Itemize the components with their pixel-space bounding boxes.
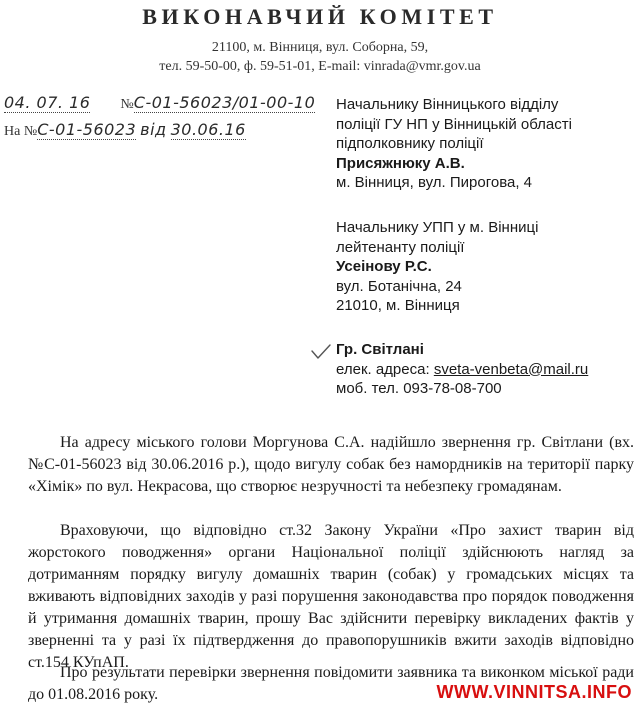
letterhead-contacts: тел. 59-50-00, ф. 59-51-01, E-mail: vinrada@vmr.gov.ua xyxy=(159,59,481,74)
in-reply-label: На № xyxy=(4,124,38,139)
body-paragraph-2: Враховуючи, що відповідно ст.32 Закону України «Про захист тварин від жорстокого поводження» органи Національної поліції здійснюють нагляд за дотриманням порядку вигулу домашніх тварин (собак) у громадських місцях та вживають відповідних заходів у разі порушення законодавства про порядок поводження й утримання домашніх тварин, прошу Вас здійснити перевірку викладених фактів у зверненні та у разі їх підтвердження до правопорушників вжити заходів відповідно ст.154 КУпАП. xyxy=(28,522,634,671)
number-label: № xyxy=(120,97,134,112)
recipient-address: 21010, м. Вінниця xyxy=(336,297,460,314)
recipient-line: Начальнику Вінницького відділу xyxy=(336,96,559,113)
site-watermark: WWW.VINNITSA.INFO xyxy=(436,682,632,702)
recipient-address: вул. Ботанічна, 24 xyxy=(336,277,462,295)
email-link[interactable]: sveta-venbeta@mail.ru xyxy=(433,360,589,378)
recipient-patrol-police xyxy=(336,218,538,316)
body-paragraph-1: На адресу міського голови Моргунова С.А. надійшло звернення гр. Світлани (вх. №С-01-56023 від 30.06.2016 р.), щодо вигулу собак без намордників на території парку «Хімік» по вул. Некрасова, що створює незручності та небезпеку громадянам. xyxy=(28,434,634,495)
from-date: 30.06.16 xyxy=(170,120,246,139)
recipient-police-department xyxy=(336,95,572,193)
checkmark-icon xyxy=(310,343,332,361)
in-reply-number: С-01-56023 xyxy=(37,120,137,139)
recipient-line: підполковнику поліції xyxy=(336,135,484,152)
recipient-name: Присяжнюку А.В. xyxy=(336,154,465,172)
letter-date: 04. 07. 16 xyxy=(4,93,91,112)
from-label: від xyxy=(140,120,167,139)
email-label: елек. адреса: xyxy=(336,360,430,378)
recipient-name: Гр. Світлані xyxy=(336,341,424,358)
recipient-line: поліції ГУ НП у Вінницькій області xyxy=(336,115,572,133)
letterhead-address: 21100, м. Вінниця, вул. Соборна, 59, xyxy=(211,40,429,55)
body-paragraph-3: Про результати перевірки звернення повідомити заявника та виконком міської ради до 01.08.2016 року. xyxy=(28,664,634,703)
outgoing-reference xyxy=(4,93,315,113)
in-reply-reference xyxy=(4,120,246,140)
recipient-name: Усеінову Р.С. xyxy=(336,258,432,275)
recipient-email-line xyxy=(336,360,588,380)
recipient-citizen xyxy=(336,340,588,399)
recipient-phone: моб. тел. 093-78-08-700 xyxy=(336,380,502,397)
recipient-address: м. Вінниця, вул. Пирогова, 4 xyxy=(336,174,533,191)
outgoing-number: С-01-56023/01-00-10 xyxy=(133,93,316,112)
letterhead-title: ВИКОНАВЧИЙ КОМІТЕТ xyxy=(142,4,498,29)
recipient-line: лейтенанту поліції xyxy=(336,238,465,256)
recipient-line: Начальнику УПП у м. Вінниці xyxy=(336,219,539,236)
